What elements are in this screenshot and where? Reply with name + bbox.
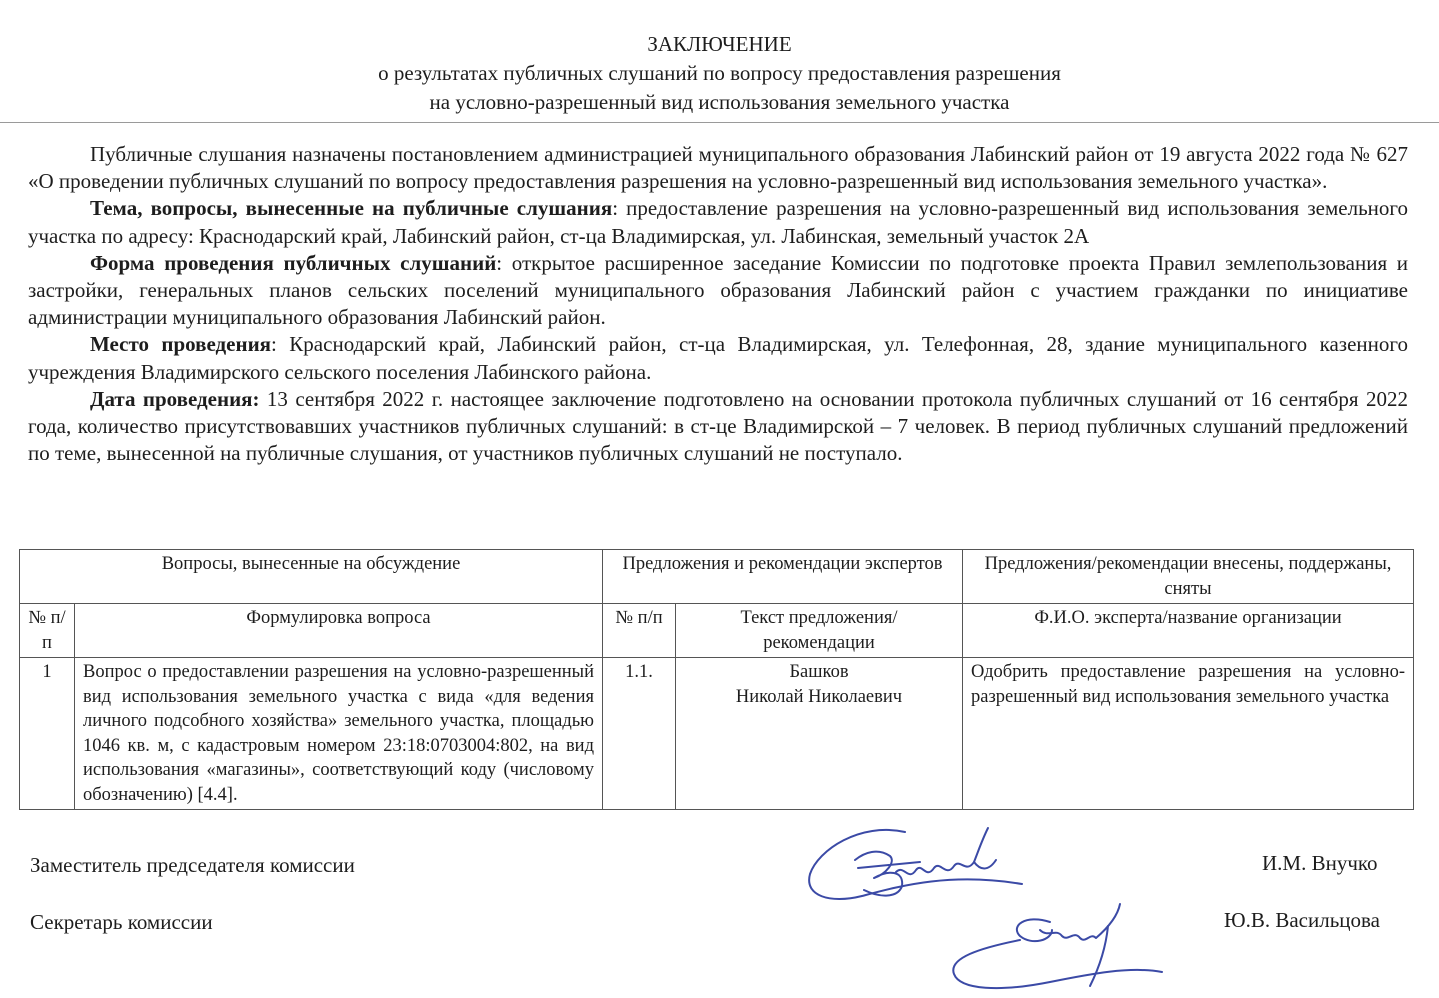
place-label: Место проведения xyxy=(90,332,272,357)
column-header-number: № п/п xyxy=(20,604,75,658)
expert-surname: Башков xyxy=(789,662,849,682)
row-number: 1 xyxy=(20,658,75,810)
paragraph-place xyxy=(28,331,1408,385)
paragraph-topic xyxy=(28,195,1408,249)
hearing-results-table xyxy=(19,549,1414,810)
signature-secretary xyxy=(940,896,1170,996)
group-header-expert-proposals: Предложения и рекомендации экспертов xyxy=(603,550,963,604)
topic-text: : предоставление разрешения на условно-разрешенный вид использования земельного участка по адресу: Краснодарский край, Лабинский район, ст-ца Владимирская, ул. Лабинская, земельный участок 2А xyxy=(28,196,1408,248)
document-subtitle-line2: на условно-разрешенный вид использования земельного участка xyxy=(429,90,1010,114)
row-expert xyxy=(676,658,963,810)
column-header-question: Формулировка вопроса xyxy=(75,604,603,658)
table-column-header-row xyxy=(20,604,1414,658)
expert-given-names: Николай Николаевич xyxy=(735,686,903,707)
signatory-name-secretary: Ю.В. Васильцова xyxy=(1224,908,1380,932)
signatory-role-secretary: Секретарь комиссии xyxy=(30,910,213,934)
date-text: 13 сентября 2022 г. настоящее заключение подготовлено на основании протокола публичных слушаний от 16 сентября 2022 года, количество присутствовавших участников публичных слушаний: в ст-це Владимирской – 7 человек. В период публичных слушаний предложений по теме, вынесенной на публичные слушания, от участников публичных слушаний не поступало. xyxy=(28,386,1408,466)
header-rule xyxy=(0,122,1439,123)
row-question: Вопрос о предоставлении разрешения на условно-разрешенный вид использования земельного участка с вида «для ведения личного подсобного хозяйства» земельного участка, площадью 1046 кв. м, с кадастровым номером 23:18:0703004:802, на вид использования «магазины», соответствующий коду (числовому обозначению) [4.4]. xyxy=(75,658,603,810)
paragraph-form xyxy=(28,250,1408,332)
paragraph-appointment xyxy=(28,141,1408,195)
topic-label: Тема, вопросы, вынесенные на публичные слушания xyxy=(90,196,613,221)
group-header-status: Предложения/рекомендации внесены, поддержаны, сняты xyxy=(963,550,1414,604)
form-text: : открытое расширенное заседание Комиссии по подготовке проекта Правил землепользования и застройки, генеральных планов сельских поселений муниципального образования Лабинский район с участием гражданки по инициативе администрации муниципального образования Лабинский район. xyxy=(28,250,1408,330)
document-subtitle-line1: о результатах публичных слушаний по вопросу предоставления разрешения xyxy=(378,61,1061,85)
row-decision: Одобрить предоставление разрешения на условно-разрешенный вид использования земельного участка xyxy=(963,658,1414,810)
date-label: Дата проведения: xyxy=(90,386,260,411)
form-label: Форма проведения публичных слушаний xyxy=(90,250,497,275)
column-header-expert: Ф.И.О. эксперта/название организации xyxy=(963,604,1414,658)
document-title: ЗАКЛЮЧЕНИЕ xyxy=(647,32,792,56)
document-body xyxy=(28,141,1408,467)
place-text: : Краснодарский край, Лабинский район, ст-ца Владимирская, ул. Телефонная, 28, здание муниципального казенного учреждения Владимирского сельского поселения Лабинского района. xyxy=(28,332,1408,384)
signatory-role-deputy-chair: Заместитель председателя комиссии xyxy=(30,853,355,877)
group-header-questions: Вопросы, вынесенные на обсуждение xyxy=(20,550,603,604)
column-header-number-2: № п/п xyxy=(603,604,676,658)
document-header xyxy=(0,30,1439,117)
paragraph-date xyxy=(28,386,1408,468)
table-row xyxy=(20,658,1414,810)
signatory-name-deputy-chair: И.М. Внучко xyxy=(1262,851,1378,875)
column-header-proposal-text: Текст предложения/ рекомендации xyxy=(676,604,963,658)
table-group-header-row xyxy=(20,550,1414,604)
paragraph-appointment-text: Публичные слушания назначены постановлением администрацией муниципального образования Лабинский район от 19 августа 2022 года № 627 «О проведении публичных слушаний по вопросу предоставления разрешения на условно-разрешенный вид использования земельного участка». xyxy=(28,142,1408,194)
row-number-2: 1.1. xyxy=(603,658,676,810)
